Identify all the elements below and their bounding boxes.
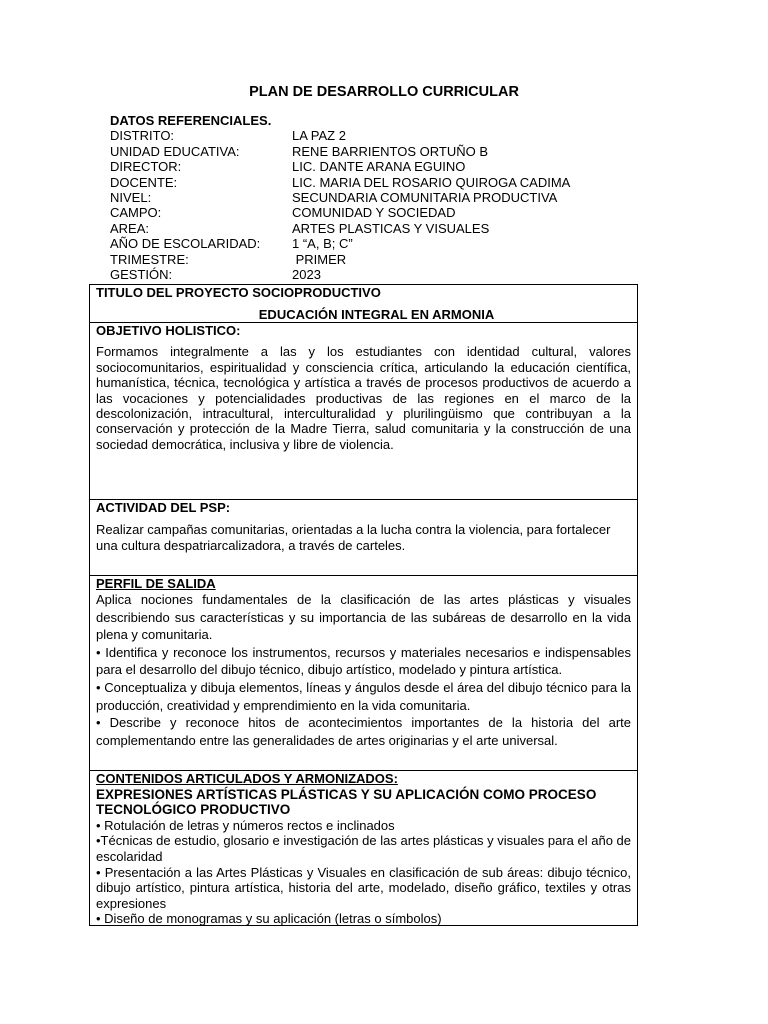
objetivo-section (90, 323, 637, 452)
ref-value: SECUNDARIA COMUNITARIA PRODUCTIVA (292, 190, 558, 206)
actividad-heading: ACTIVIDAD DEL PSP: (96, 500, 231, 515)
contenido-item: • Presentación a las Artes Plásticas y Visuales en clasificación de sub áreas: dibujo técnico, dibujo artístico, pintura artística, historia del arte, modelado, diseño gráfico, textiles y otras expresiones (96, 864, 631, 911)
ref-row-gestion (110, 267, 640, 282)
ref-row-docente (110, 175, 640, 190)
ref-label: GESTIÓN: (110, 267, 173, 283)
ref-value: COMUNIDAD Y SOCIEDAD (292, 205, 456, 221)
perfil-heading: PERFIL DE SALIDA (96, 576, 216, 591)
ref-value: LA PAZ 2 (292, 128, 346, 144)
ref-label: DIRECTOR: (110, 159, 182, 175)
actividad-text: Realizar campañas comunitarias, orientadas a la lucha contra la violencia, para fortalecer una cultura despatriarcalizadora, a través de carteles. (96, 522, 611, 553)
ref-value: 2023 (292, 267, 321, 283)
psp-heading: TITULO DEL PROYECTO SOCIOPRODUCTIVO (96, 285, 381, 300)
ref-label: DOCENTE: (110, 174, 178, 190)
perfil-item: Aplica nociones fundamentales de la clasificación de las artes plásticas y visuales describiendo sus características y su importancia de las subáreas de desarrollo en la vida plena y comunitaria. (96, 592, 631, 643)
refs-heading: DATOS REFERENCIALES. (110, 113, 272, 128)
perfil-item: • Identifica y reconoce los instrumentos, recursos y materiales necesarios e indispensables para el desarrollo del dibujo técnico, dibujo artístico, modelado y pintura artística. (96, 644, 631, 678)
document-title: PLAN DE DESARROLLO CURRICULAR (249, 84, 519, 100)
contenidos-section (90, 771, 637, 927)
ref-row-unidad (110, 144, 640, 159)
datos-referenciales (110, 113, 640, 282)
perfil-section (90, 576, 637, 749)
perfil-item: • Conceptualiza y dibuja elementos, líneas y ángulos desde el área del dibujo técnico para la producción, creatividad y emprendimiento en la vida comunitaria. (96, 679, 631, 713)
ref-value: LIC. DANTE ARANA EGUINO (292, 159, 466, 175)
contenido-item: •Técnicas de estudio, glosario e investigación de las artes plásticas y visuales para el año de escolaridad (96, 833, 631, 864)
ref-value: ARTES PLASTICAS Y VISUALES (292, 220, 490, 236)
ref-row-campo (110, 205, 640, 220)
ref-label: NIVEL: (110, 190, 152, 206)
ref-label: UNIDAD EDUCATIVA: (110, 143, 240, 159)
contenidos-subheading: EXPRESIONES ARTÍSTICAS PLÁSTICAS Y SU APLICACIÓN COMO PROCESO TECNOLÓGICO PRODUCTIVO (96, 786, 597, 818)
contenidos-heading: CONTENIDOS ARTICULADOS Y ARMONIZADOS: (96, 771, 398, 786)
actividad-section (90, 500, 637, 553)
ref-value: 1 “A, B; C” (292, 236, 353, 252)
perfil-item: • Describe y reconoce hitos de acontecimientos importantes de la historia del arte complementando entre las generalidades de artes originarias y el arte universal. (96, 715, 631, 748)
contenido-item: • Diseño de monogramas y su aplicación (letras o símbolos) (96, 911, 442, 927)
ref-value: PRIMER (292, 251, 347, 267)
ref-row-director (110, 159, 640, 174)
objetivo-heading: OBJETIVO HOLISTICO: (96, 323, 241, 338)
ref-row-anio (110, 236, 640, 251)
ref-row-nivel (110, 190, 640, 205)
ref-label: AREA: (110, 220, 150, 236)
ref-label: AÑO DE ESCOLARIDAD: (110, 236, 261, 252)
ref-row-trimestre (110, 252, 640, 267)
objetivo-text: Formamos integralmente a las y los estudiantes con identidad cultural, valores sociocomunitarios, espiritualidad y consciencia crítica, articulando la educación científica, humanística, técnica, tecnológica y artística a través de procesos productivos de acuerdo a las vocaciones y potencialidades productivas de las regiones en el marco de la descolonización, intracultural, interculturalidad y plurilingüismo que contribuyan a la conservación y protección de la Madre Tierra, salud comunitaria y la construcción de una sociedad democrática, inclusiva y libre de violencia. (96, 344, 631, 452)
contenido-item: • Rotulación de letras y números rectos e inclinados (96, 817, 395, 833)
curriculum-table (89, 284, 638, 926)
ref-value: LIC. MARIA DEL ROSARIO QUIROGA CADIMA (292, 174, 571, 190)
ref-value: RENE BARRIENTOS ORTUÑO B (292, 143, 488, 159)
ref-label: CAMPO: (110, 205, 162, 221)
psp-section (90, 285, 637, 323)
ref-row-distrito (110, 128, 640, 143)
ref-row-area (110, 221, 640, 236)
psp-name: EDUCACIÓN INTEGRAL EN ARMONIA (258, 307, 495, 323)
ref-label: DISTRITO: (110, 128, 175, 144)
ref-label: TRIMESTRE: (110, 251, 189, 267)
